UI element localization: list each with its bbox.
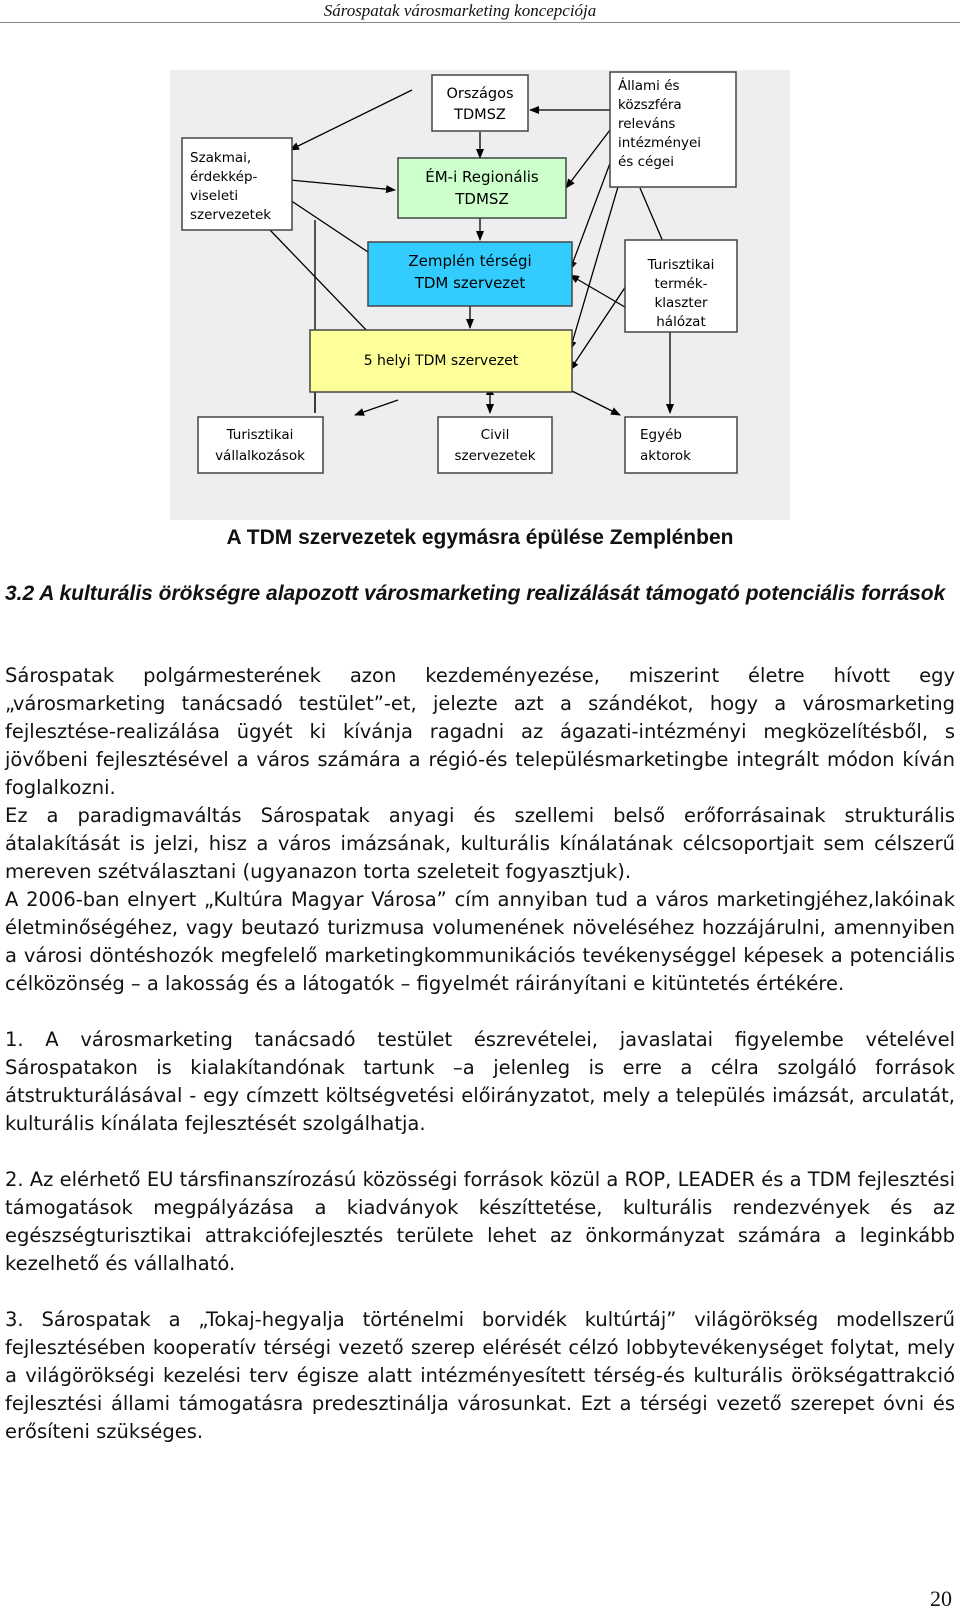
paragraph: Sárospatak polgármesterének azon kezdeményezése, miszerint életre hívott egy „városmarketing tanácsadó testület”-et, jelezte azt a szándékot, hogy a városmarketing fejlesztése-realizálása ügyét ki kívánja ragadni az ágazati-intézményi megközelítésből, s jövőbeni fejlesztésével a város számára a régió-és településmarketingbe integrált módon kíván foglalkozni. xyxy=(5,664,955,799)
box-turisztikai-vallalkozasok xyxy=(198,417,323,473)
paragraph-item-2: 2. Az elérhető EU társfinanszírozású közösségi források közül a ROP, LEADER és a TDM fejlesztési támogatások megpályázása a kiadványok készíttetése, kulturális rendezvények és az egészségturisztikai attrakciófejlesztés területe lehet az önkormányzat számára a leginkább kezelhető és vállalható. xyxy=(5,1168,955,1275)
box-allami-label: Állami és közszféra releváns intézményei és cégei xyxy=(618,78,702,170)
header-title: Sárospatak városmarketing koncepciója xyxy=(323,1,597,20)
box-orszagos-label: Országos TDMSZ xyxy=(446,86,514,123)
paragraph: Ez a paradigmaváltás Sárospatak anyagi és szellemi belső erőforrásainak strukturális átalakítását is jelzi, hisz a város imázsának, kulturális kínálatának célcsoportjait sem célszerű mereven szétválasztani (ugyanazon torta szeleteit fogyasztjuk). xyxy=(5,804,955,883)
section-title: 3.2 A kulturális örökségre alapozott városmarketing realizálását támogató potenciális források xyxy=(5,582,946,605)
figure-caption: A TDM szervezetek egymásra épülése Zemplénben xyxy=(226,526,734,549)
box-szakmai-label: Szakmai, érdekkép-viseleti szervezetek xyxy=(190,150,272,223)
box-zemplen-label: Zemplén térségi TDM szervezet xyxy=(408,252,532,292)
paragraph: A 2006-ban elnyert „Kultúra Magyar Városa” cím annyiban tud a város marketingjéhez,lakóinak életminőségéhez, vagy beutazó turizmusa volumenének növeléséhez hozzájárulni, amennyiben a városi döntéshozók megfelelő marketingkommunikációs tevékenységgel képesek a potenciális célközönség – a lakosság és a látogatók – figyelmét ráirányítani e kitüntetés értékére. xyxy=(5,888,955,995)
box-em-regionalis-tdmsz xyxy=(398,158,566,218)
page-header xyxy=(0,0,960,23)
tdm-diagram xyxy=(170,70,790,520)
box-civil-label: Civil szervezetek xyxy=(454,427,536,464)
box-civil-szervezetek xyxy=(438,417,552,473)
box-egyeb-label: Egyéb aktorok xyxy=(640,427,691,464)
page-number: 20 xyxy=(930,1586,952,1611)
box-klaszter-label: Turisztikai termék-klaszter hálózat xyxy=(647,257,715,330)
paragraph-item-3: 3. Sárospatak a „Tokaj-hegyalja történelmi borvidék kultúrtáj” világörökség modellszerű fejlesztésében kooperatív térségi vezető szerep elérését célzó lobbytevékenységet folytat, mely a világörökségi kezelési terv égisze alatt intézményesített térség-és kulturális örökségattrakció fejlesztési állami támogatásra predesztinálja városunkat. Ezt a térségi vezető szerepet óvni és erősíteni szükséges. xyxy=(5,1308,955,1443)
box-vallalkozasok-label: Turisztikai vállalkozások xyxy=(215,427,305,464)
body-text xyxy=(5,662,955,1446)
box-helyi-label: 5 helyi TDM szervezet xyxy=(363,353,519,369)
box-egyeb-aktorok xyxy=(625,417,737,473)
box-em-label: ÉM-i Regionális TDMSZ xyxy=(425,168,539,208)
paragraph-item-1: 1. A városmarketing tanácsadó testület észrevételei, javaslatai figyelembe vételével Sárospatakon is kialakítandónak tartunk –a jelenleg is erre a célra szolgáló források átstrukturálásával - egy címzett költségvetési előirányzatot, mely a település imázsát, arculatát, kulturális kínálata fejlesztését szolgálhatja. xyxy=(5,1028,955,1135)
